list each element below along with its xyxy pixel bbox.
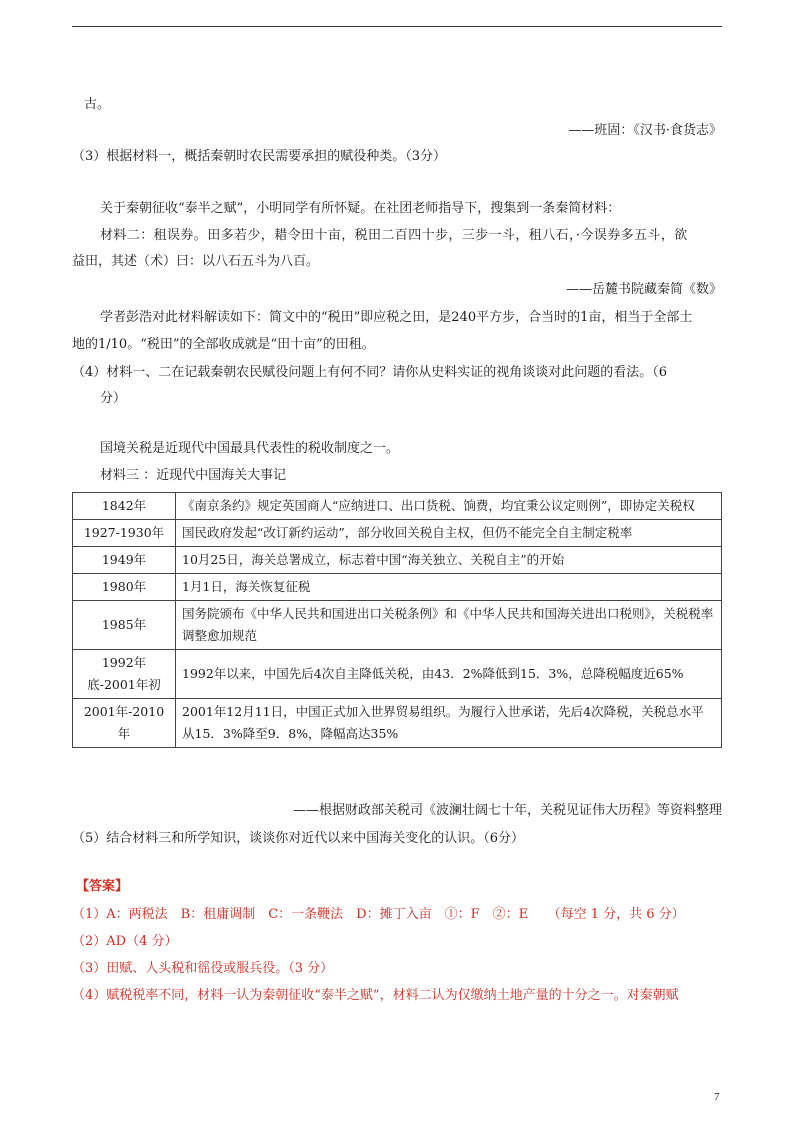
table-cell-event: 国民政府发起“改订新约运动”，部分收回关税自主权，但仍不能完全自主制定税率 — [176, 520, 722, 547]
page-number: 7 — [714, 1091, 720, 1103]
table-row — [73, 493, 722, 520]
question-4-cont: 分） — [100, 391, 127, 406]
material-2-cont: 益田，其述（术）曰：以八石五斗为八百。 — [72, 254, 320, 269]
table-cell-year: 1949年 — [73, 547, 176, 574]
question-4: （4）材料一、二在记载秦朝农民赋役问题上有何不同？请你从史料实证的视角谈谈对此问题的看法。（6 — [72, 365, 668, 380]
material-2: 材料二：租误券。田多若少，耤令田十亩，税田二百四十步，三步一斗，租八石，·今误券多五斗，欲 — [100, 228, 688, 243]
material-3-title: 材料三 ：近现代中国海关大事记 — [100, 468, 287, 483]
answer-4: （4）赋税税率不同，材料一认为秦朝征收“泰半之赋”，材料二认为仅缴纳土地产量的十分之一。对秦朝赋 — [72, 988, 679, 1003]
text-line: 学者彭浩对此材料解读如下：简文中的“税田”即应税之田，是240平方步，合当时的1亩，相当于全部土 — [100, 310, 693, 325]
table-cell-year: 1985年 — [73, 601, 176, 650]
text-line: 国境关税是近现代中国最具代表性的税收制度之一。 — [100, 441, 400, 456]
table-cell-event: 国务院颁布《中华人民共和国进出口关税条例》和《中华人民共和国海关进出口税则》，关税税率调整愈加规范 — [176, 601, 722, 650]
answer-heading: 【答案】 — [76, 879, 129, 894]
text-line: 关于秦朝征收“泰半之赋”，小明同学有所怀疑。在社团老师指导下，搜集到一条秦简材料： — [100, 201, 621, 216]
table-row — [73, 601, 722, 650]
table-cell-event: 2001年12月11日，中国正式加入世界贸易组织。为履行入世承诺，先后4次降税，关税总水平从15．3%降至9．8%，降幅高达35% — [176, 699, 722, 748]
table-row — [73, 547, 722, 574]
answer-2: （2）AD（4 分） — [72, 934, 178, 949]
table-cell-year: 2001年-2010年 — [73, 699, 176, 748]
header-rule — [72, 26, 722, 27]
table-row — [73, 650, 722, 699]
table-row — [73, 574, 722, 601]
source-citation: ——根据财政部关税司《波澜壮阔七十年，关税见证伟大历程》等资料整理 — [292, 803, 722, 818]
table-cell-event: 10月25日，海关总署成立，标志着中国“海关独立、关税自主”的开始 — [176, 547, 722, 574]
text-line: 古。 — [84, 97, 111, 112]
table-row — [73, 520, 722, 547]
table-cell-event: 1992年以来，中国先后4次自主降低关税，由43．2%降低到15．3%，总降税幅度近65% — [176, 650, 722, 699]
text-line: 地的1/10。“税田”的全部收成就是“田十亩”的田租。 — [72, 337, 375, 352]
source-citation: ——班固：《汉书·食货志》 — [568, 123, 722, 138]
answer-3: （3）田赋、人头税和徭役或服兵役。（3 分） — [72, 961, 334, 976]
table-cell-year: 1927-1930年 — [73, 520, 176, 547]
table-row — [73, 699, 722, 748]
source-citation: ——岳麓书院藏秦简《数》 — [565, 282, 722, 297]
table-cell-event: 1月1日，海关恢复征税 — [176, 574, 722, 601]
table-cell-year: 1992年底-2001年初 — [73, 650, 176, 699]
answer-1: （1）A：两税法 B：租庸调制 C：一条鞭法 D：摊丁入亩 ①：F ②：E （每空 1 分，共 6 分） — [72, 907, 685, 922]
question-5: （5）结合材料三和所学知识，谈谈你对近代以来中国海关变化的认识。（6分） — [72, 831, 525, 846]
table-cell-year: 1842年 — [73, 493, 176, 520]
question-3: （3）根据材料一，概括秦朝时农民需要承担的赋役种类。（3分） — [72, 149, 447, 164]
table-cell-event: 《南京条约》规定英国商人“应纳进口、出口货税、饷费，均宜秉公议定则例”，即协定关税权 — [176, 493, 722, 520]
table-cell-year: 1980年 — [73, 574, 176, 601]
customs-events-table — [72, 492, 722, 748]
